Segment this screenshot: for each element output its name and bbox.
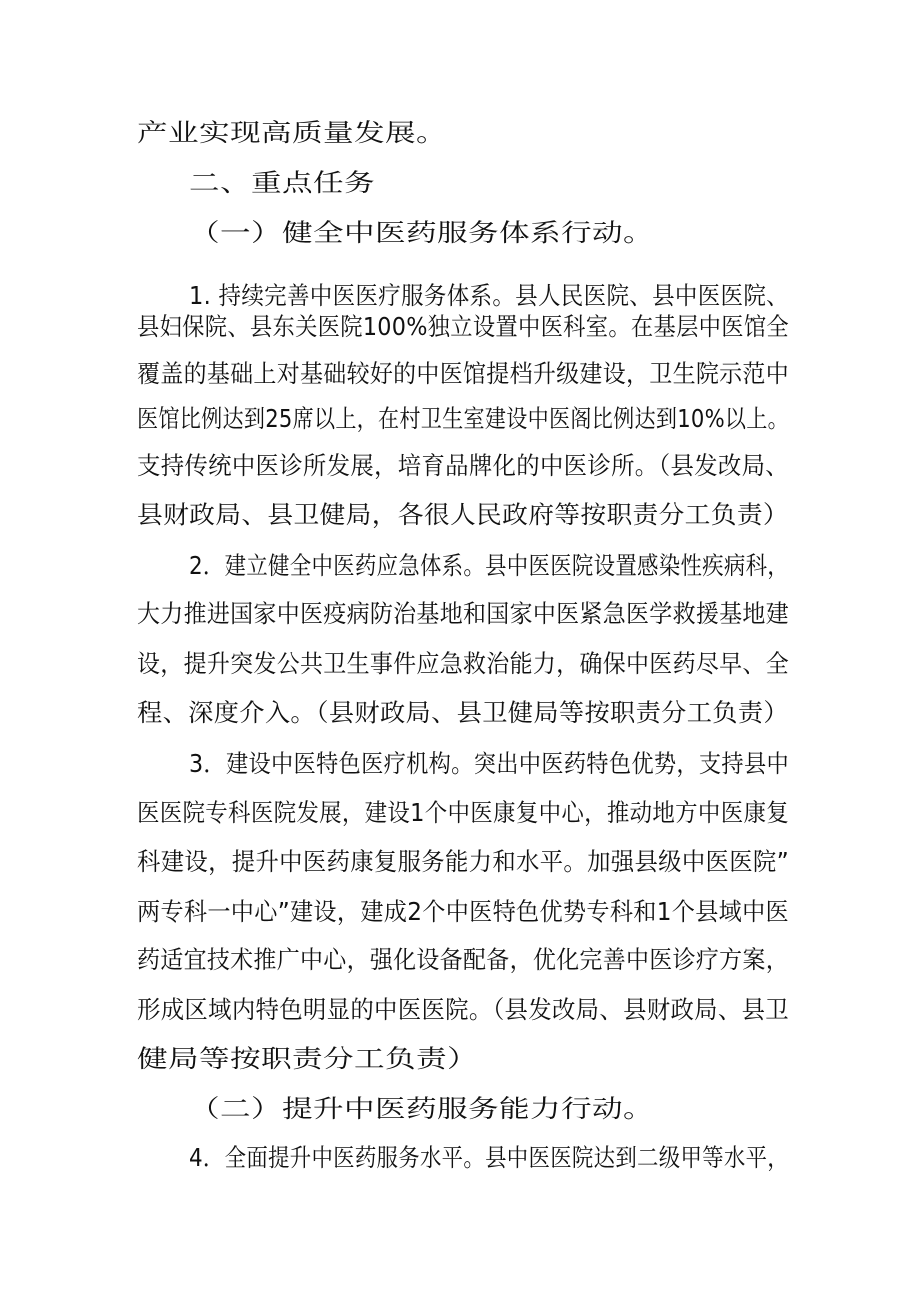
paragraph-line: 2．建立健全中医药应急体系。县中医医院设置感染性疾病科，	[189, 551, 789, 580]
paragraph-line: 产业实现高质量发展。	[137, 118, 447, 147]
paragraph-line: 1. 持续完善中医医疗服务体系。县人民医院、县中医医院、	[189, 281, 789, 310]
paragraph-line: 县妇保院、县东关医院100%独立设置中医科室。在基层中医馆全	[137, 312, 789, 341]
paragraph-line: 3．建设中医特色医疗机构。突出中医药特色优势，支持县中	[189, 749, 789, 778]
subsection-heading: （一）健全中医药服务体系行动。	[189, 218, 654, 247]
paragraph-line: 大力推进国家中医疫病防治基地和国家中医紧急医学救援基地建	[137, 599, 789, 628]
paragraph-line: 药适宜技术推广中心，强化设备配备，优化完善中医诊疗方案，	[137, 945, 789, 974]
paragraph-line: 覆盖的基础上对基础较好的中医馆提档升级建设，卫生院示范中	[137, 359, 789, 388]
paragraph-line: 形成区域内特色明显的中医医院。（县发改局、县财政局、县卫	[137, 995, 789, 1024]
paragraph-line: 县财政局、县卫健局，各很人民政府等按职责分工负责）	[137, 500, 789, 529]
paragraph-line: 设，提升突发公共卫生事件应急救治能力，确保中医药尽早、全	[137, 649, 789, 678]
paragraph-line: 4．全面提升中医药服务水平。县中医医院达到二级甲等水平，	[189, 1143, 789, 1172]
paragraph-line: 健局等按职责分工负责）	[137, 1044, 479, 1073]
paragraph-line: 两专科一中心”建设，建成2个中医特色优势专科和1个县域中医	[137, 897, 789, 926]
section-heading: 二、重点任务	[189, 168, 376, 197]
paragraph-line: 医医院专科医院发展，建设1个中医康复中心，推动地方中医康复	[137, 798, 789, 827]
paragraph-line: 支持传统中医诊所发展，培育品牌化的中医诊所。（县发改局、	[137, 451, 789, 480]
paragraph-line: 科建设，提升中医药康复服务能力和水平。加强县级中医医院”	[137, 847, 789, 876]
subsection-heading: （二）提升中医药服务能力行动。	[189, 1094, 654, 1123]
paragraph-line: 医馆比例达到25席以上，在村卫生室建设中医阁比例达到10%以上。	[137, 404, 789, 433]
paragraph-line: 程、深度介入。（县财政局、县卫健局等按职责分工负责）	[137, 698, 789, 727]
